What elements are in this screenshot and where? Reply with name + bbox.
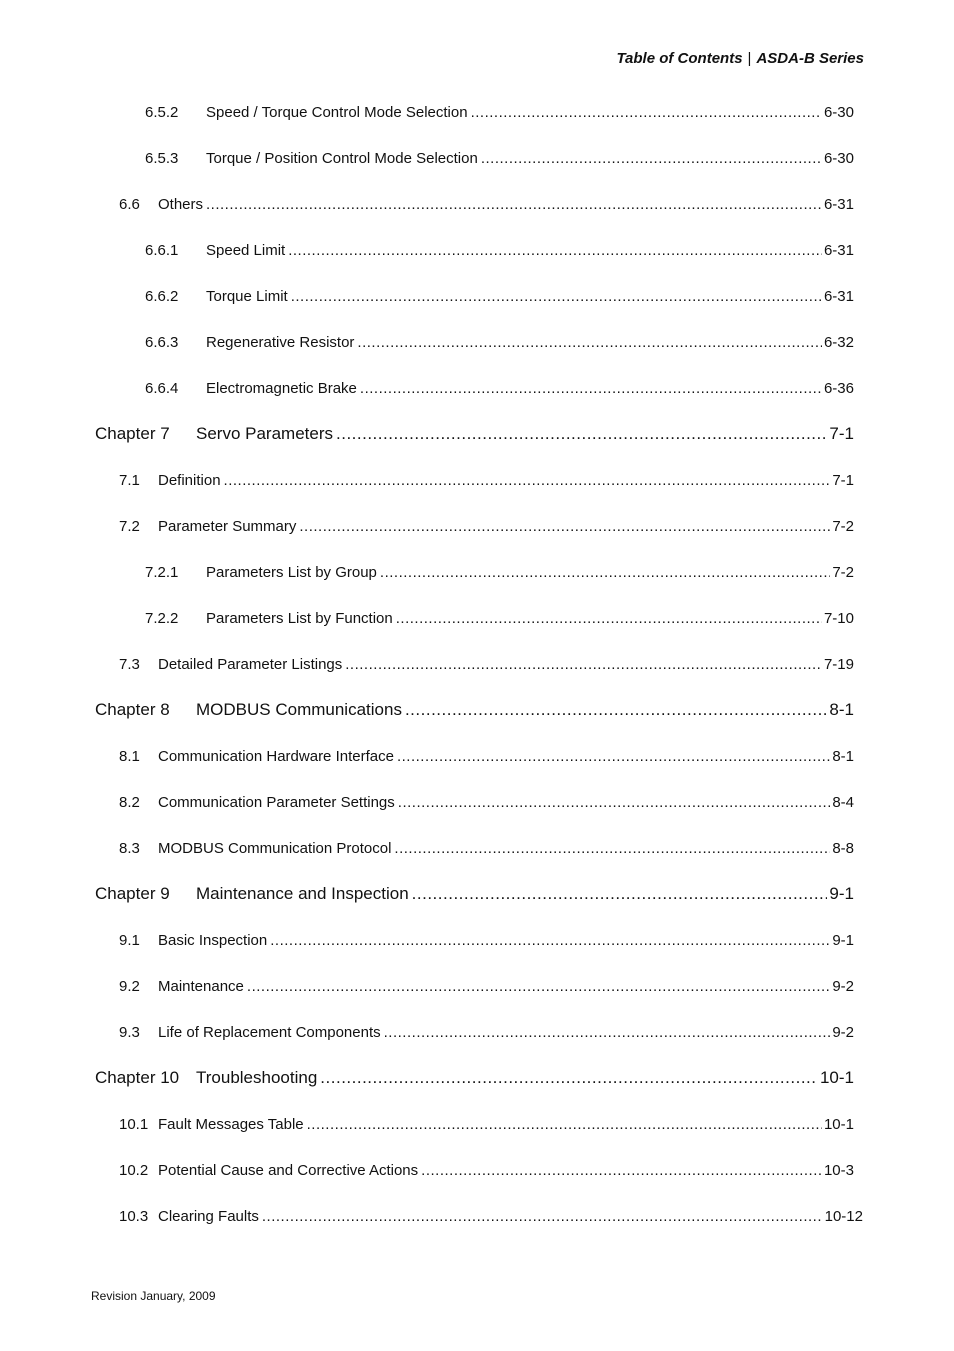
toc-dot-leader bbox=[299, 517, 830, 537]
toc-entry-title: Detailed Parameter Listings bbox=[158, 656, 343, 673]
toc-entry-title: MODBUS Communication Protocol bbox=[158, 840, 392, 857]
toc-entry-title: Electromagnetic Brake bbox=[206, 380, 357, 397]
toc-entry-number: 8.3 bbox=[119, 840, 140, 857]
toc-entry-title: Parameter Summary bbox=[158, 518, 297, 535]
toc-entry-title: MODBUS Communications bbox=[196, 700, 402, 719]
toc-dot-leader bbox=[307, 1115, 822, 1135]
toc-entry[interactable] bbox=[119, 655, 854, 675]
toc-entry-title: Torque Limit bbox=[206, 288, 288, 305]
toc-entry-page: 10-12 bbox=[824, 1208, 863, 1225]
toc-entry-title: Parameters List by Function bbox=[206, 610, 393, 627]
toc-entry[interactable] bbox=[145, 563, 854, 583]
toc-entry[interactable] bbox=[119, 1115, 854, 1135]
toc-entry-page: 6-31 bbox=[823, 196, 854, 213]
toc-entry[interactable] bbox=[119, 517, 854, 537]
toc-dot-leader bbox=[405, 700, 827, 720]
toc-entry-page: 7-2 bbox=[832, 564, 854, 581]
toc-dot-leader bbox=[206, 195, 822, 215]
toc-entry-title: Maintenance bbox=[158, 978, 244, 995]
toc-entry-title: Communication Parameter Settings bbox=[158, 794, 395, 811]
toc-entry-page: 6-36 bbox=[823, 380, 854, 397]
toc-entry-number: 6.6.2 bbox=[145, 288, 179, 305]
toc-entry-number: Chapter 8 bbox=[95, 700, 170, 719]
toc-entry-title: Speed Limit bbox=[206, 242, 286, 259]
toc-entry[interactable] bbox=[145, 149, 854, 169]
toc-entry-page: 10-3 bbox=[823, 1162, 854, 1179]
toc-dot-leader bbox=[270, 931, 830, 951]
toc-entry-number: Chapter 10 bbox=[95, 1068, 180, 1087]
toc-entry-number: 8.2 bbox=[119, 794, 140, 811]
toc-entry[interactable] bbox=[119, 471, 854, 491]
toc-entry-number: 10.2 bbox=[119, 1162, 149, 1179]
toc-dot-leader bbox=[247, 977, 830, 997]
toc-entry-page: 8-8 bbox=[832, 840, 854, 857]
toc-chapter-entry[interactable] bbox=[95, 884, 854, 904]
toc-chapter-entry[interactable] bbox=[95, 424, 854, 444]
toc-dot-leader bbox=[397, 747, 830, 767]
toc-entry-page: 8-1 bbox=[829, 700, 854, 719]
header-separator: | bbox=[747, 50, 752, 67]
toc-entry-title: Clearing Faults bbox=[158, 1208, 259, 1225]
toc-entry[interactable] bbox=[145, 379, 854, 399]
toc-entry[interactable] bbox=[145, 333, 854, 353]
toc-entry-number: 7.3 bbox=[119, 656, 140, 673]
toc-entry[interactable] bbox=[145, 609, 854, 629]
toc-entry-title: Regenerative Resistor bbox=[206, 334, 355, 351]
toc-entry-title: Servo Parameters bbox=[196, 424, 333, 443]
toc-entry-page: 10-1 bbox=[819, 1068, 854, 1087]
toc-dot-leader bbox=[288, 241, 822, 261]
toc-dot-leader bbox=[262, 1207, 823, 1227]
toc-entry[interactable] bbox=[145, 103, 854, 123]
toc-entry-number: 10.3 bbox=[119, 1208, 149, 1225]
toc-entry[interactable] bbox=[119, 1023, 854, 1043]
toc-entry-title: Torque / Position Control Mode Selection bbox=[206, 150, 478, 167]
toc-entry-number: 9.2 bbox=[119, 978, 140, 995]
toc-entry-title: Fault Messages Table bbox=[158, 1116, 304, 1133]
toc-entry-page: 6-31 bbox=[823, 242, 854, 259]
toc-entry-page: 7-1 bbox=[832, 472, 854, 489]
toc-entry-number: 6.6.3 bbox=[145, 334, 179, 351]
toc-entry[interactable] bbox=[119, 977, 854, 997]
toc-entry-page: 10-1 bbox=[823, 1116, 854, 1133]
toc-entry-number: 9.1 bbox=[119, 932, 140, 949]
toc-entry[interactable] bbox=[119, 839, 854, 859]
toc-entry[interactable] bbox=[145, 241, 854, 261]
toc-entry[interactable] bbox=[119, 1161, 854, 1181]
toc-entry-page: 6-30 bbox=[823, 104, 854, 121]
header-series: ASDA-B Series bbox=[756, 50, 864, 67]
toc-entry-title: Potential Cause and Corrective Actions bbox=[158, 1162, 419, 1179]
toc-entry-number: 7.2 bbox=[119, 518, 140, 535]
toc-entry-page: 7-19 bbox=[823, 656, 854, 673]
toc-entry-page: 8-4 bbox=[832, 794, 854, 811]
toc-entry-page: 7-1 bbox=[829, 424, 854, 443]
toc-entry-number: 6.6.1 bbox=[145, 242, 179, 259]
toc-dot-leader bbox=[345, 655, 822, 675]
toc-entry-page: 6-32 bbox=[823, 334, 854, 351]
toc-entry[interactable] bbox=[119, 195, 854, 215]
toc-entry-number: 7.1 bbox=[119, 472, 140, 489]
toc-entry-number: 6.5.2 bbox=[145, 104, 179, 121]
toc-entry-title: Basic Inspection bbox=[158, 932, 268, 949]
toc-entry-page: 6-31 bbox=[823, 288, 854, 305]
toc-entry[interactable] bbox=[119, 931, 854, 951]
toc-entry[interactable] bbox=[119, 793, 854, 813]
toc-entry-number: Chapter 9 bbox=[95, 884, 170, 903]
toc-dot-leader bbox=[336, 424, 827, 444]
toc-entry-title: Life of Replacement Components bbox=[158, 1024, 381, 1041]
toc-dot-leader bbox=[357, 333, 822, 353]
toc-chapter-entry[interactable] bbox=[95, 1068, 854, 1088]
page-header bbox=[616, 50, 864, 67]
toc-entry-title: Parameters List by Group bbox=[206, 564, 377, 581]
toc-entry-page: 9-2 bbox=[832, 978, 854, 995]
toc-entry[interactable] bbox=[119, 747, 854, 767]
toc-entry-title: Speed / Torque Control Mode Selection bbox=[206, 104, 468, 121]
toc-entry-number: 7.2.2 bbox=[145, 610, 179, 627]
toc-dot-leader bbox=[380, 563, 830, 583]
toc-dot-leader bbox=[412, 884, 828, 904]
toc-entry-number: 9.3 bbox=[119, 1024, 140, 1041]
toc-entry[interactable] bbox=[119, 1207, 863, 1227]
toc-entry-title: Others bbox=[158, 196, 204, 213]
toc-entry-title: Maintenance and Inspection bbox=[196, 884, 409, 903]
toc-dot-leader bbox=[384, 1023, 831, 1043]
toc-entry-page: 7-2 bbox=[832, 518, 854, 535]
toc-entry-page: 7-10 bbox=[823, 610, 854, 627]
toc-dot-leader bbox=[224, 471, 831, 491]
toc-entry-title: Troubleshooting bbox=[196, 1068, 318, 1087]
toc-entry-page: 6-30 bbox=[823, 150, 854, 167]
toc-entry-number: 10.1 bbox=[119, 1116, 149, 1133]
toc-entry-number: Chapter 7 bbox=[95, 424, 170, 443]
toc-entry-number: 6.6.4 bbox=[145, 380, 179, 397]
footer-revision: Revision January, 2009 bbox=[91, 1289, 216, 1303]
toc-entry-number: 8.1 bbox=[119, 748, 140, 765]
toc-entry-number: 6.6 bbox=[119, 196, 140, 213]
toc-dot-leader bbox=[471, 103, 822, 123]
toc-dot-leader bbox=[291, 287, 822, 307]
toc-dot-leader bbox=[360, 379, 822, 399]
toc-dot-leader bbox=[398, 793, 831, 813]
toc-entry-page: 9-2 bbox=[832, 1024, 854, 1041]
toc-entry-number: 6.5.3 bbox=[145, 150, 179, 167]
toc-dot-leader bbox=[481, 149, 822, 169]
header-title: Table of Contents bbox=[616, 50, 743, 67]
toc-dot-leader bbox=[394, 839, 830, 859]
toc-dot-leader bbox=[421, 1161, 822, 1181]
toc-entry-page: 9-1 bbox=[832, 932, 854, 949]
toc-entry[interactable] bbox=[145, 287, 854, 307]
toc-dot-leader bbox=[320, 1068, 818, 1088]
toc-chapter-entry[interactable] bbox=[95, 700, 854, 720]
toc-dot-leader bbox=[396, 609, 822, 629]
toc-entry-title: Definition bbox=[158, 472, 221, 489]
toc-entry-page: 8-1 bbox=[832, 748, 854, 765]
toc-entry-page: 9-1 bbox=[829, 884, 854, 903]
toc-entry-number: 7.2.1 bbox=[145, 564, 179, 581]
toc-entry-title: Communication Hardware Interface bbox=[158, 748, 394, 765]
